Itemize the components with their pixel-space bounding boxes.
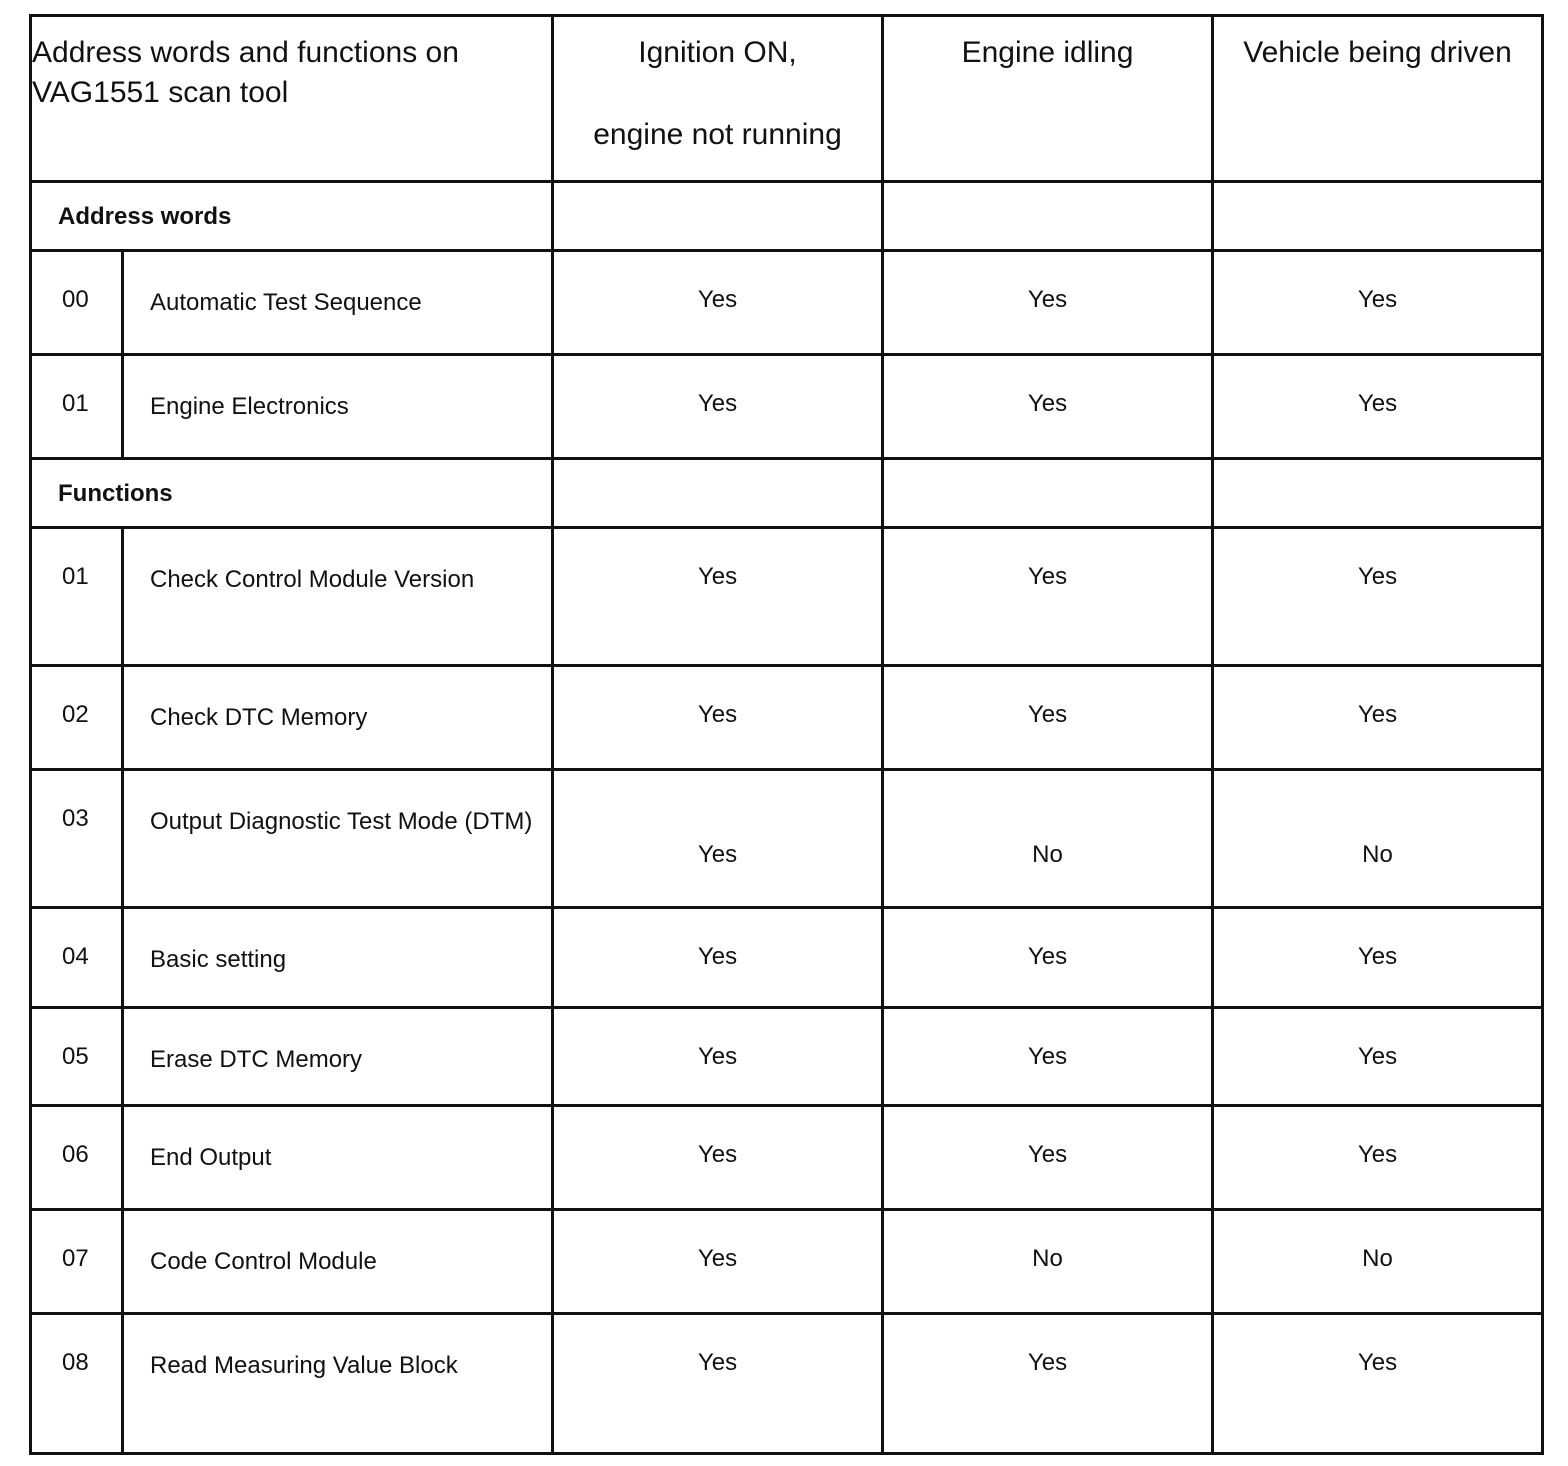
header-engine-idling: Engine idling	[883, 16, 1213, 182]
section-row-address-words	[31, 182, 1543, 251]
empty-cell	[883, 182, 1213, 251]
empty-cell	[1213, 459, 1543, 528]
row-code: 07	[31, 1210, 123, 1314]
cell-ignition-on: Yes	[553, 666, 883, 770]
cell-driven: Yes	[1213, 528, 1543, 666]
cell-ignition-on: Yes	[553, 908, 883, 1008]
cell-idling: Yes	[883, 666, 1213, 770]
cell-driven: Yes	[1213, 908, 1543, 1008]
table-row	[31, 1008, 1543, 1106]
cell-idling: Yes	[883, 1106, 1213, 1210]
cell-idling: Yes	[883, 1314, 1213, 1454]
row-label: Basic setting	[123, 908, 553, 1008]
cell-ignition-on: Yes	[553, 355, 883, 459]
row-label: Read Measuring Value Block	[123, 1314, 553, 1454]
table-row	[31, 1314, 1543, 1454]
header-ignition-on-line1: Ignition ON,	[638, 36, 797, 69]
cell-ignition-on: Yes	[553, 770, 883, 908]
empty-cell	[553, 459, 883, 528]
cell-driven: Yes	[1213, 666, 1543, 770]
table-row	[31, 1210, 1543, 1314]
row-label: Automatic Test Sequence	[123, 251, 553, 355]
section-title: Address words	[31, 182, 553, 251]
empty-cell	[553, 182, 883, 251]
header-vehicle-driven: Vehicle being driven	[1213, 16, 1543, 182]
header-row	[31, 16, 1543, 182]
cell-idling: No	[883, 770, 1213, 908]
row-label: End Output	[123, 1106, 553, 1210]
cell-driven: No	[1213, 770, 1543, 908]
cell-ignition-on: Yes	[553, 1008, 883, 1106]
table-row	[31, 908, 1543, 1008]
table-row	[31, 666, 1543, 770]
cell-idling: No	[883, 1210, 1213, 1314]
row-label: Check Control Module Version	[123, 528, 553, 666]
row-label: Check DTC Memory	[123, 666, 553, 770]
row-label: Code Control Module	[123, 1210, 553, 1314]
cell-idling: Yes	[883, 1008, 1213, 1106]
cell-driven: Yes	[1213, 1314, 1543, 1454]
row-code: 01	[31, 355, 123, 459]
row-code: 08	[31, 1314, 123, 1454]
table-row	[31, 528, 1543, 666]
scan-tool-functions-table	[29, 14, 1544, 1455]
row-label: Engine Electronics	[123, 355, 553, 459]
cell-ignition-on: Yes	[553, 1106, 883, 1210]
empty-cell	[883, 459, 1213, 528]
row-code: 00	[31, 251, 123, 355]
row-code: 06	[31, 1106, 123, 1210]
cell-idling: Yes	[883, 908, 1213, 1008]
section-row-functions	[31, 459, 1543, 528]
header-ignition-on-line2: engine not running	[593, 118, 842, 151]
cell-driven: No	[1213, 1210, 1543, 1314]
cell-ignition-on: Yes	[553, 251, 883, 355]
cell-idling: Yes	[883, 355, 1213, 459]
cell-driven: Yes	[1213, 1106, 1543, 1210]
row-label: Output Diagnostic Test Mode (DTM)	[123, 770, 553, 908]
cell-ignition-on: Yes	[553, 1314, 883, 1454]
row-code: 01	[31, 528, 123, 666]
row-code: 04	[31, 908, 123, 1008]
cell-ignition-on: Yes	[553, 1210, 883, 1314]
header-ignition-on	[553, 16, 883, 182]
cell-idling: Yes	[883, 251, 1213, 355]
header-address-words-functions: Address words and functions on VAG1551 scan tool	[31, 16, 553, 182]
row-label: Erase DTC Memory	[123, 1008, 553, 1106]
row-code: 02	[31, 666, 123, 770]
cell-driven: Yes	[1213, 1008, 1543, 1106]
row-code: 05	[31, 1008, 123, 1106]
section-title: Functions	[31, 459, 553, 528]
table-row	[31, 251, 1543, 355]
table-row	[31, 1106, 1543, 1210]
cell-ignition-on: Yes	[553, 528, 883, 666]
table-row	[31, 355, 1543, 459]
empty-cell	[1213, 182, 1543, 251]
cell-idling: Yes	[883, 528, 1213, 666]
table-row	[31, 770, 1543, 908]
cell-driven: Yes	[1213, 355, 1543, 459]
row-code: 03	[31, 770, 123, 908]
cell-driven: Yes	[1213, 251, 1543, 355]
